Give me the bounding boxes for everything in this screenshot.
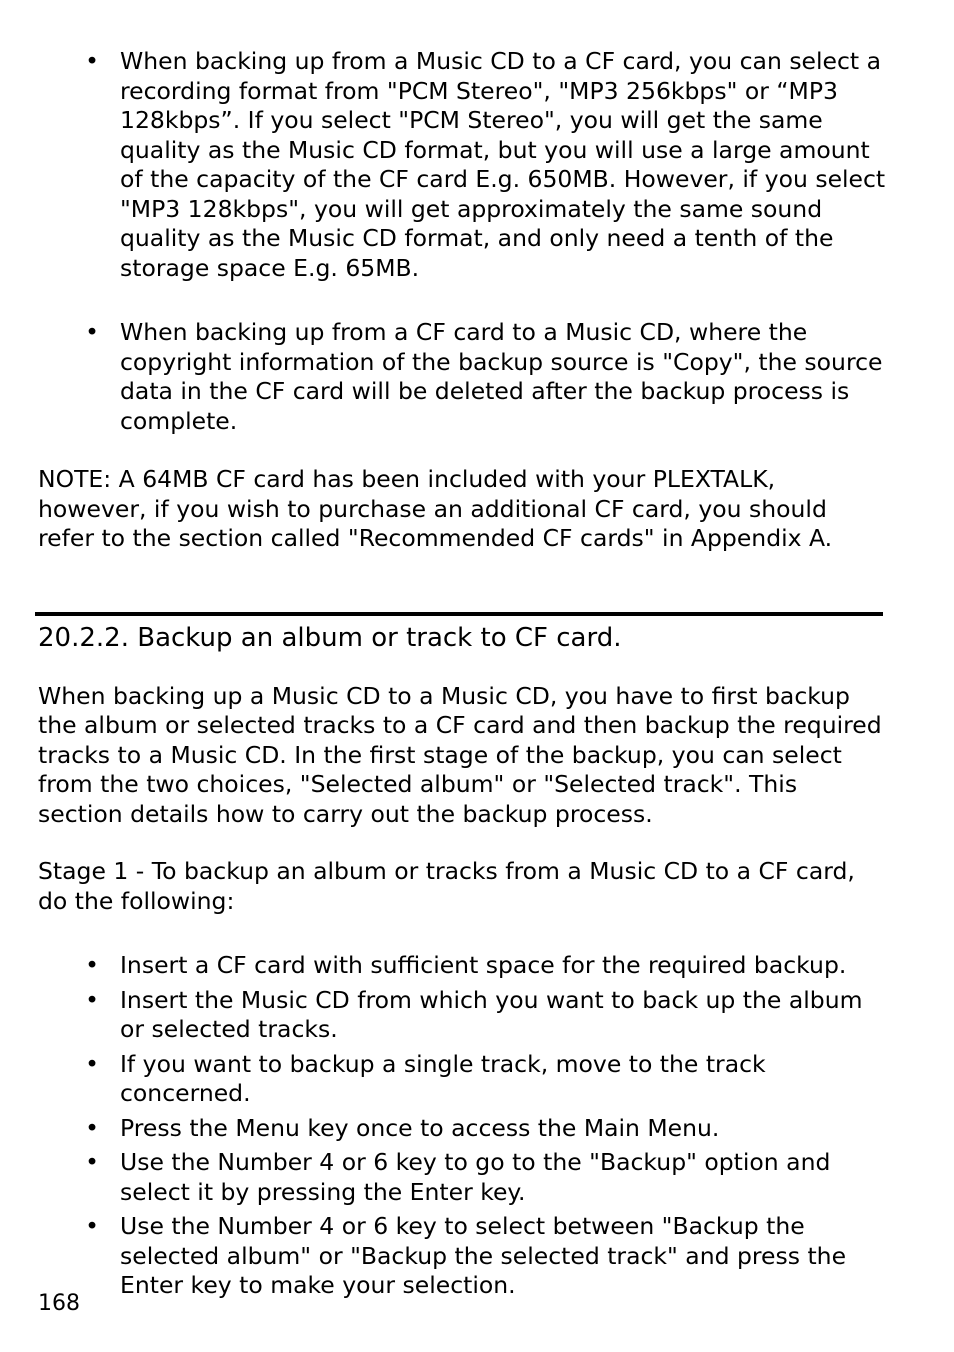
document-page [38,47,886,1301]
list-item [38,47,886,283]
list-item [38,1212,886,1301]
list-item [38,1148,886,1207]
bullet-icon: • [85,1113,99,1142]
bullet-text: When backing up from a CF card to a Music CD, where the copyright information of the backup source is "Copy", the source data in the CF card will be deleted after the backup process is complete. [120,318,883,435]
list-item [38,951,886,981]
bullet-icon: • [85,1049,99,1078]
list-item [38,986,886,1045]
bullet-text: Insert a CF card with sufficient space for the required backup. [120,951,847,979]
section-heading: 20.2.2. Backup an album or track to CF card. [38,622,622,653]
bullet-text: Press the Menu key once to access the Main Menu. [120,1113,720,1142]
stage-paragraph: Stage 1 - To backup an album or tracks from a Music CD to a CF card, do the following: [38,857,855,915]
bullet-icon: • [85,951,99,979]
list-item [38,1050,886,1109]
section-divider [35,612,883,616]
bullet-text: Use the Number 4 or 6 key to go to the "Backup" option and select it by pressing the Enter key. [120,1148,831,1206]
bullet-icon: • [85,318,99,346]
bullet-icon: • [85,1148,99,1176]
page-number: 168 [38,1291,80,1316]
bullet-icon: • [85,47,99,75]
bullet-text: Insert the Music CD from which you want to back up the album or selected tracks. [120,985,863,1043]
note-paragraph: NOTE: A 64MB CF card has been included with your PLEXTALK, however, if you wish to purchase an additional CF card, you should refer to the section called "Recommended CF cards" in Appendix A. [38,465,833,552]
list-item [38,1114,886,1144]
bullet-text: When backing up from a Music CD to a CF card, you can select a recording format from "PCM Stereo", "MP3 256kbps" or “MP3 128kbps”. If you select "PCM Stereo", you will get the same quality as the Music CD format, but you will use a large amount of the capacity of the CF card E.g. 650MB. However, if you select "MP3 128kbps", you will get approximately the same sound quality as the Music CD format, and only need a tenth of the storage space E.g. 65MB. [120,47,886,282]
top-bullet-list [38,47,886,436]
bullet-icon: • [85,1212,99,1240]
list-item [38,318,886,436]
intro-paragraph: When backing up a Music CD to a Music CD, you have to first backup the album or selected tracks to a CF card and then backup the required tracks to a Music CD. In the first stage of the backup, you can select from the two choices, "Selected album" or "Selected track". This section details how to carry out the backup process. [38,681,882,828]
steps-bullet-list [38,951,886,1301]
bullet-text: Use the Number 4 or 6 key to select between "Backup the selected album" or "Backup the selected track" and press the Enter key to make your selection. [120,1212,847,1299]
bullet-icon: • [85,985,99,1014]
bullet-text: If you want to backup a single track, move to the track concerned. [120,1049,766,1107]
